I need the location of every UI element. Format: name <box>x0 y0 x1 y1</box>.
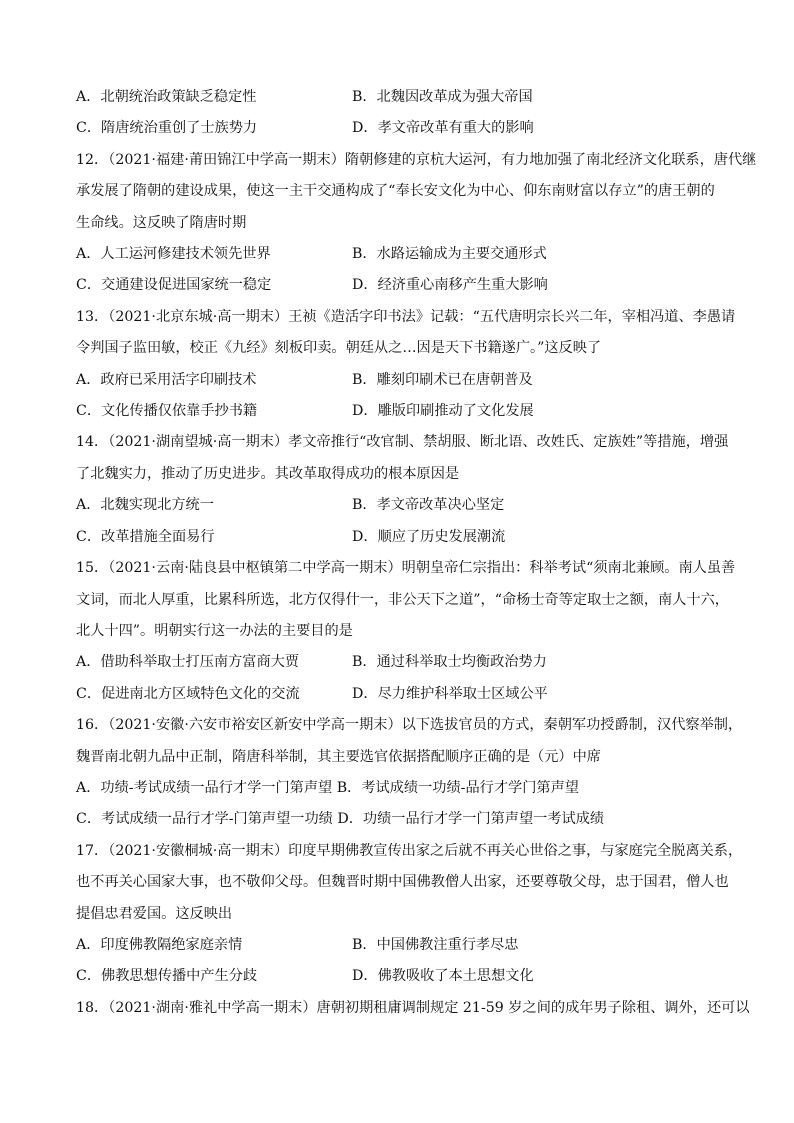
option-row <box>76 396 718 427</box>
answer-option[interactable]: C．隋唐统治重创了士族势力 <box>76 120 258 137</box>
answer-option[interactable]: B．通过科举取士均衡政治势力 <box>352 654 547 671</box>
answer-option[interactable]: D．尽力维护科举取士区域公平 <box>352 685 548 702</box>
answer-option[interactable]: D．佛教吸收了本土思想文化 <box>352 968 534 985</box>
answer-option[interactable]: A．政府已采用活字印刷技术 <box>76 371 257 388</box>
answer-option[interactable]: B．雕刻印刷术已在唐朝普及 <box>352 371 533 388</box>
question-block <box>76 427 729 553</box>
question-stem-line: 承发展了隋朝的建设成果，使这一主干交通构成了“奉长安文化为中心、仰东南财富以存立”的唐王朝的 <box>76 183 715 200</box>
option-row <box>76 82 718 113</box>
question-block <box>76 993 750 1024</box>
answer-option-row[interactable]: C．考试成绩一品行才学-门第声望一功绩 D．功绩一品行才学一门第声望一考试成绩 <box>76 811 605 828</box>
question-stem-line: 17．（2021·安徽桐城·高一期末）印度早期佛教宣传出家之后就不再关心世俗之事，与家庭完全脱离关系， <box>76 842 743 859</box>
option-row <box>76 365 718 396</box>
option-row <box>76 113 718 144</box>
question-stem-line: 16．（2021·安徽·六安市裕安区新安中学高一期末）以下选拔官员的方式，秦朝军功授爵制，汉代察举制， <box>76 717 743 734</box>
answer-option[interactable]: A．人工运河修建技术领先世界 <box>76 246 271 263</box>
question-stem-line: 13．（2021·北京东城·高一期末）王祯《造活字印书法》记载：“五代唐明宗长兴二年，宰相冯道、李愚请 <box>76 308 736 325</box>
answer-option[interactable]: B．水路运输成为主要交通形式 <box>352 246 547 263</box>
question-stem-line: 了北魏实力，推动了历史进步。其改革取得成功的根本原因是 <box>76 465 460 482</box>
question-stem-line: 北人十四”。明朝实行这一办法的主要目的是 <box>76 622 353 639</box>
question-list <box>76 82 757 1024</box>
answer-option[interactable]: D．经济重心南移产生重大影响 <box>352 277 548 294</box>
question-stem-line: 魏晋南北朝九品中正制，隋唐科举制，其主要选官依据搭配顺序正确的是（元）中席 <box>76 748 601 765</box>
question-stem-line: 令判国子监田敏，校正《九经》刻板印卖。朝廷从之…因是天下书籍遂广。”这反映了 <box>76 340 602 357</box>
answer-option[interactable]: D．雕版印刷推动了文化发展 <box>352 403 534 420</box>
question-stem-line: 文词，而北人厚重，比累科所选，北方仅得什一，非公天下之道”，“命杨士奇等定取士之额，南人十六， <box>76 591 729 608</box>
question-stem-line: 18．（2021·湖南·雅礼中学高一期末）唐朝初期租庸调制规定 21-59 岁之间的成年男子除租、调外，还可以 <box>76 999 750 1016</box>
question-stem-line: 也不再关心国家大事，也不敬仰父母。但魏晋时期中国佛教僧人出家，还要尊敬父母，忠于国君，僧人也 <box>76 874 729 891</box>
option-row <box>76 490 718 521</box>
option-row <box>76 239 718 270</box>
option-row <box>76 647 718 678</box>
answer-option[interactable]: A．北朝统治政策缺乏稳定性 <box>76 89 257 105</box>
answer-option[interactable]: A．北魏实现北方统一 <box>76 497 214 514</box>
answer-option[interactable]: B．北魏因改革成为强大帝国 <box>352 89 533 105</box>
answer-option-row[interactable]: A．功绩-考试成绩一品行才学一门第声望 B．考试成绩一功绩-品行才学门第声望 <box>76 779 579 796</box>
answer-option[interactable]: B．中国佛教注重行孝尽忠 <box>352 936 519 953</box>
question-block <box>76 553 736 710</box>
question-stem-line: 提倡忠君爱国。这反映出 <box>76 905 233 922</box>
option-row <box>76 930 718 961</box>
option-row <box>76 961 718 992</box>
option-row <box>76 522 718 553</box>
answer-option[interactable]: C．交通建设促进国家统一稳定 <box>76 277 272 294</box>
answer-option[interactable]: C．佛教思想传播中产生分歧 <box>76 968 258 985</box>
question-block <box>76 710 743 836</box>
answer-option[interactable]: D．孝文帝改革有重大的影响 <box>352 120 534 137</box>
option-row <box>76 679 718 710</box>
answer-option[interactable]: C．促进南北方区域特色文化的交流 <box>76 685 300 702</box>
question-block <box>76 302 736 428</box>
answer-option[interactable]: D．顺应了历史发展潮流 <box>352 528 506 545</box>
answer-option[interactable]: B．孝文帝改革决心坚定 <box>352 497 505 514</box>
option-row <box>76 270 718 301</box>
question-block <box>76 145 757 302</box>
question-stem-line: 12．（2021·福建·莆田锦江中学高一期末）隋朝修建的京杭大运河，有力地加强了南北经济文化联系，唐代继 <box>76 151 757 168</box>
question-block <box>76 82 718 145</box>
question-stem-line: 15．（2021·云南·陆良县中枢镇第二中学高一期末）明朝皇帝仁宗指出：科举考试“须南北兼顾。南人虽善 <box>76 560 736 577</box>
answer-option[interactable]: A．印度佛教隔绝家庭亲情 <box>76 936 243 953</box>
answer-option[interactable]: A．借助科举取士打压南方富商大贾 <box>76 654 300 671</box>
question-stem-line: 14．（2021·湖南望城·高一期末）孝文帝推行“改官制、禁胡服、断北语、改姓氏、定族姓”等措施，增强 <box>76 434 729 451</box>
answer-option[interactable]: C．文化传播仅依靠手抄书籍 <box>76 403 258 420</box>
question-block <box>76 836 743 993</box>
question-stem-line: 生命线。这反映了隋唐时期 <box>76 214 247 231</box>
answer-option[interactable]: C．改革措施全面易行 <box>76 528 215 545</box>
